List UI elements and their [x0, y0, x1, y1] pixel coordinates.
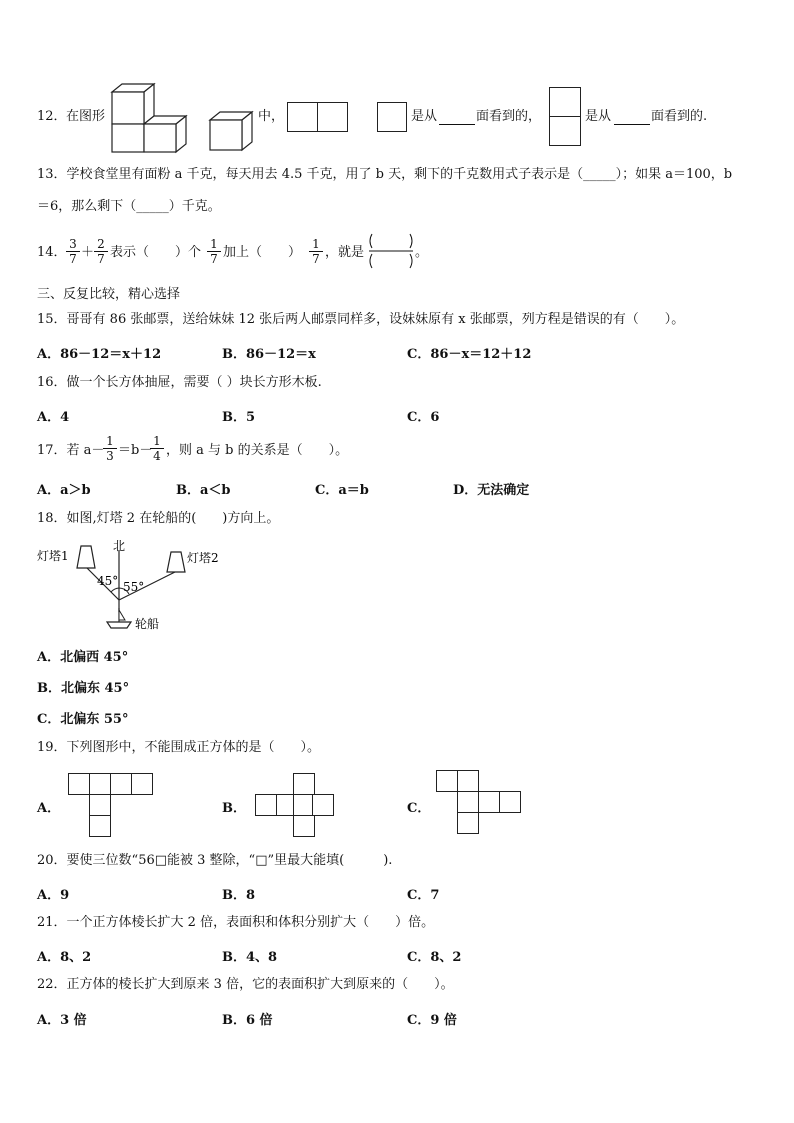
- q21-text: 21．一个正方体棱长扩大 2 倍，表面积和体积分别扩大（ ）倍。: [37, 915, 435, 930]
- q17-text-start: 17．若 a－: [37, 443, 105, 458]
- q13-line1: 13．学校食堂里有面粉 a 千克，每天用去 4.5 千克，用了 b 天，剩下的千克数用式子表示是（_____）；如果 a＝100，b: [37, 167, 733, 182]
- q12-blank-1[interactable]: [439, 124, 475, 125]
- label-lighthouse-1: 灯塔1: [37, 549, 69, 563]
- q17-option-a[interactable]: A．a＞b: [37, 483, 91, 498]
- q18-text: 18．如图,灯塔 2 在轮船的( )方向上。: [37, 511, 280, 526]
- q14-fraction-1: $\frac{3}{7}$: [66, 237, 80, 266]
- q18-option-c[interactable]: C．北偏东 55°: [37, 712, 129, 727]
- q20-option-c[interactable]: C．7: [407, 888, 440, 903]
- q21-option-b[interactable]: B．4、8: [222, 950, 278, 965]
- q14-plus: ＋: [81, 245, 95, 260]
- q12-single-cube: [208, 110, 256, 152]
- q18-direction-diagram: [37, 538, 257, 633]
- label-lighthouse-2: 灯塔2: [187, 551, 219, 565]
- q12-blank-2[interactable]: [614, 124, 650, 125]
- q17-fraction-2: $\frac{1}{4}$: [150, 434, 164, 463]
- q22-option-c[interactable]: C．9 倍: [407, 1013, 457, 1028]
- q18-option-b[interactable]: B．北偏东 45°: [37, 681, 130, 696]
- q15-text: 15．哥哥有 86 张邮票，送给妹妹 12 张后两人邮票同样多，设妹妹原有 x 张邮票，列方程是错误的有（ ）。: [37, 312, 685, 327]
- q14-end: 。: [415, 245, 429, 260]
- q19-option-b[interactable]: B．: [222, 801, 246, 816]
- q12-text-seen-2: 面看到的.: [651, 109, 708, 124]
- q14-fraction-2: $\frac{2}{7}$: [94, 237, 108, 266]
- q14-text-2: 加上（ ）: [223, 245, 302, 260]
- q17-text-tail: ，则 a 与 b 的关系是（ ）。: [166, 443, 349, 458]
- q16-option-c[interactable]: C．6: [407, 410, 440, 425]
- q20-option-a[interactable]: A．9: [37, 888, 70, 903]
- section-3-heading: 三、反复比较，精心选择: [37, 287, 181, 302]
- q20-text: 20．要使三位数“56□能被 3 整除，“□”里最大能填( ).: [37, 853, 393, 868]
- q21-option-a[interactable]: A．8、2: [37, 950, 92, 965]
- ship-icon: [107, 622, 131, 628]
- q22-text: 22．正方体的棱长扩大到原来 3 倍，它的表面积扩大到原来的（ ）。: [37, 977, 454, 992]
- q15-option-b[interactable]: B．86－12＝x: [222, 347, 316, 362]
- label-angle-45: 45°: [97, 574, 119, 588]
- q20-option-b[interactable]: B．8: [222, 888, 256, 903]
- q12-text-in-figure: 在图形: [66, 109, 106, 124]
- q14-text-1: 表示（ ）个: [110, 245, 202, 260]
- label-angle-55: 55°: [123, 580, 145, 594]
- q14-fraction-3: $\frac{1}{7}$: [207, 237, 221, 266]
- q19-option-c[interactable]: C．: [407, 801, 431, 816]
- lighthouse-1-icon: [77, 546, 95, 568]
- q12-text-seen: 面看到的，: [476, 109, 542, 124]
- q21-option-c[interactable]: C．8、2: [407, 950, 462, 965]
- q17-option-d[interactable]: D．无法确定: [453, 483, 530, 498]
- q12-text-from: 是从: [411, 109, 438, 124]
- q14-text-3: ，就是: [325, 245, 365, 260]
- q22-option-a[interactable]: A．3 倍: [37, 1013, 87, 1028]
- q12-text-from-2: 是从: [585, 109, 612, 124]
- q13-line2: ＝6，那么剩下（_____）千克。: [37, 199, 221, 214]
- q14-fraction-4: $\frac{1}{7}$: [309, 237, 323, 266]
- q17-option-b[interactable]: B．a＜b: [176, 483, 231, 498]
- q12-number: 12．: [37, 109, 67, 124]
- q22-option-b[interactable]: B．6 倍: [222, 1013, 273, 1028]
- label-north: 北: [113, 539, 126, 553]
- lighthouse-2-icon: [167, 552, 185, 572]
- q16-option-b[interactable]: B．5: [222, 410, 256, 425]
- q14-blank-fraction[interactable]: [367, 232, 415, 272]
- q12-view-single-square: [377, 102, 407, 132]
- q16-option-a[interactable]: A．4: [37, 410, 70, 425]
- q16-text: 16．做一个长方体抽屉，需要（ ）块长方形木板.: [37, 375, 322, 390]
- q14-number: 14．: [37, 245, 67, 260]
- label-ship: 轮船: [135, 617, 160, 631]
- q12-text-middle: 中，: [258, 109, 285, 124]
- q15-option-c[interactable]: C．86－x＝12＋12: [407, 347, 532, 362]
- q19-text: 19．下列图形中，不能围成正方体的是（ ）。: [37, 740, 321, 755]
- q18-option-a[interactable]: A．北偏西 45°: [37, 650, 129, 665]
- q17-text-mid: ＝b－: [118, 443, 153, 458]
- q15-option-a[interactable]: A．86－12＝x＋12: [37, 347, 162, 362]
- q17-option-c[interactable]: C．a＝b: [315, 483, 369, 498]
- q17-fraction-1: $\frac{1}{3}$: [103, 434, 117, 463]
- q12-cube-figure: [110, 82, 190, 152]
- q19-option-a[interactable]: A．: [37, 801, 61, 816]
